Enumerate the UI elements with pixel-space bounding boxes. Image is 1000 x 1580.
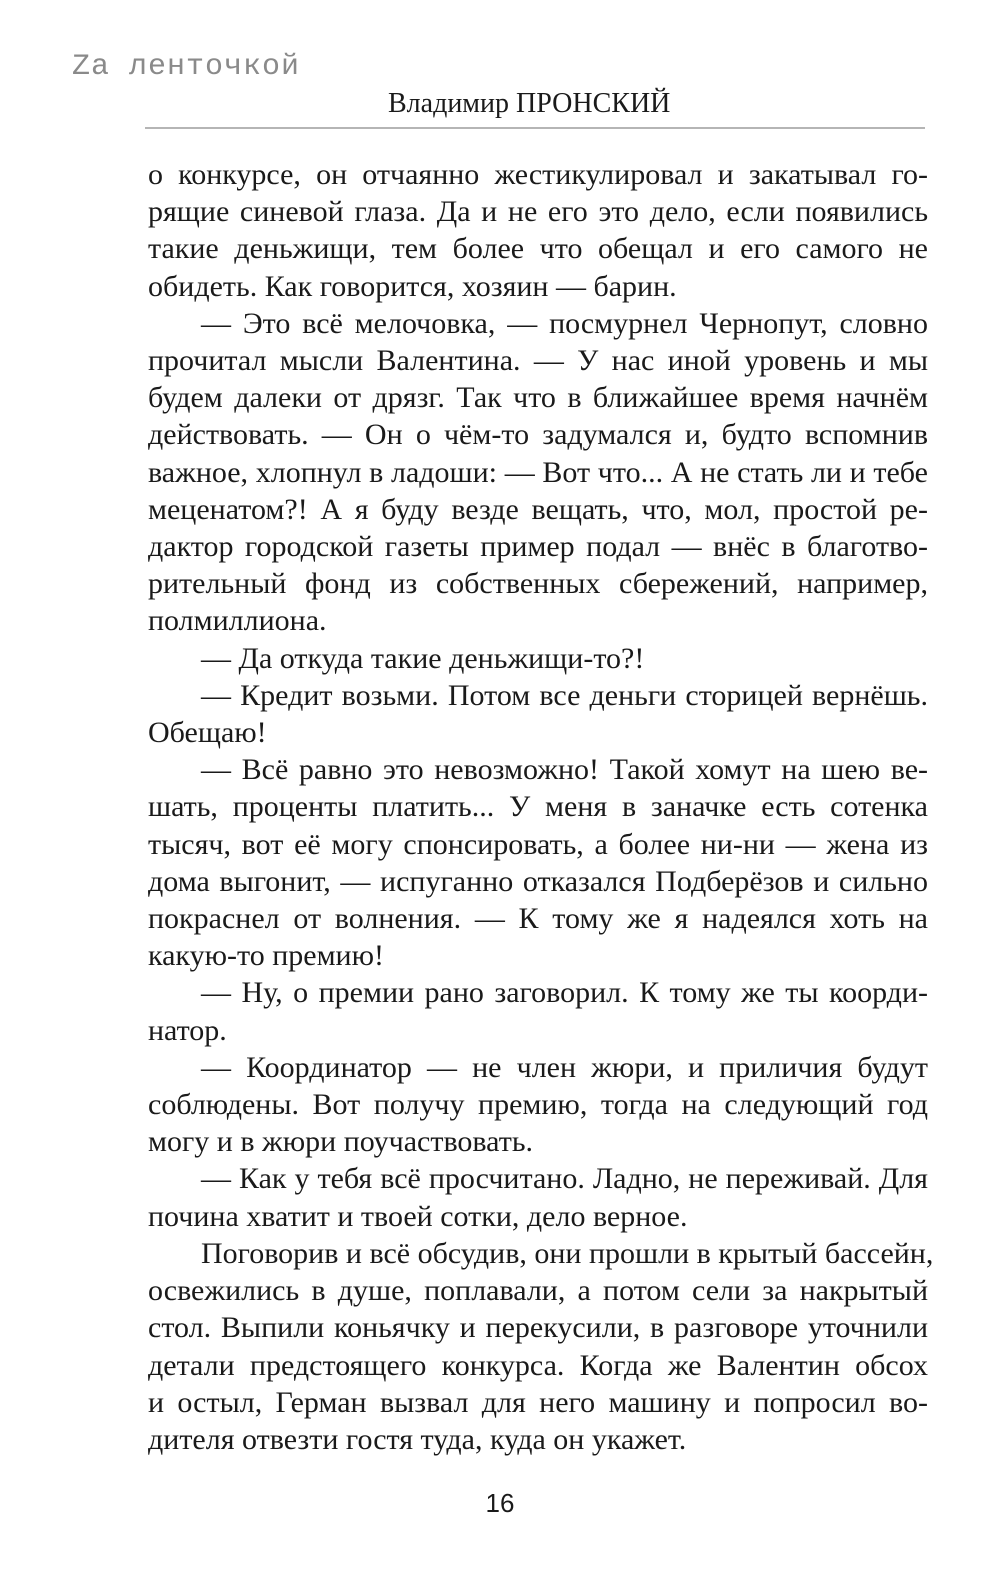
text-line: покраснел от волнения. — К тому же я надеялся хоть на: [148, 902, 928, 936]
text-line: полмиллиона.: [148, 604, 327, 638]
text-line: — Это всё мелочовка, — посмурнел Чернопут, словно: [201, 306, 928, 340]
text-line: тысяч, вот её могу спонсировать, а более ни-ни — жена из: [148, 827, 928, 861]
text-line: действовать. — Он о чём-то задумался и, будто вспомнив: [148, 418, 928, 452]
text-line: — Ну, о премии рано заговорил. К тому же ты коорди-: [201, 976, 928, 1010]
text-line: — Как у тебя всё просчитано. Ладно, не переживай. Для: [201, 1162, 928, 1196]
text-line: Поговорив и всё обсудив, они прошли в крытый бассейн,: [201, 1236, 934, 1270]
text-line: меценатом?! А я буду везде вещать, что, мол, простой ре-: [148, 492, 928, 526]
text-line: стол. Выпили коньячку и перекусили, в разговоре уточнили: [148, 1311, 928, 1345]
text-line: детали предстоящего конкурса. Когда же Валентин обсох: [148, 1348, 928, 1382]
text-line: — Кредит возьми. Потом все деньги сторицей вернёшь.: [201, 678, 928, 712]
text-line: могу и в жюри поучаствовать.: [148, 1125, 534, 1159]
text-line: дактор городской газеты пример подал — внёс в благотво-: [148, 530, 928, 564]
text-line: дома выгонит, — испуганно отказался Подберёзов и сильно: [148, 864, 928, 898]
text-line: — Всё равно это невозможно! Такой хомут на шею ве-: [201, 753, 928, 787]
text-line: освежились в душе, поплавали, а потом сели за накрытый: [148, 1274, 928, 1308]
text-line: рящие синевой глаза. Да и не его это дело, если появились: [148, 195, 928, 229]
text-line: соблюдены. Вот получу премию, тогда на следующий год: [148, 1088, 928, 1122]
text-line: почина хватит и твоей сотки, дело верное.: [148, 1199, 688, 1233]
body-text: [148, 156, 934, 1458]
series-title: Zа ленточкой: [72, 50, 301, 84]
text-line: о конкурсе, он отчаянно жестикулировал и закатывал го-: [148, 158, 928, 191]
text-line: будем далеки от дрязг. Так что в ближайшее время начнём: [148, 381, 928, 415]
text-line: рительный фонд из собственных сбережений, например,: [148, 567, 928, 601]
text-line: — Да откуда такие деньжищи-то?!: [201, 641, 645, 675]
text-line: какую-то премию!: [148, 939, 385, 973]
text-line: и остыл, Герман вызвал для него машину и попросил во-: [148, 1385, 928, 1419]
text-line: обидеть. Как говорится, хозяин — барин.: [148, 269, 677, 303]
text-line: важное, хлопнул в ладоши: — Вот что... А не стать ли и тебе: [148, 455, 928, 489]
text-line: такие деньжищи, тем более что обещал и его самого не: [148, 232, 928, 266]
text-line: прочитал мысли Валентина. — У нас иной уровень и мы: [148, 344, 928, 378]
page-number: 16: [485, 1488, 515, 1518]
text-line: — Координатор — не член жюри, и приличия будут: [201, 1050, 928, 1084]
text-line: шать, проценты платить... У меня в заначке есть сотенка: [148, 790, 928, 824]
text-line: Обещаю!: [148, 716, 267, 750]
text-line: натор.: [148, 1013, 227, 1047]
author-name: Владимир ПРОНСКИЙ: [388, 88, 671, 119]
text-line: дителя отвезти гостя туда, куда он укажет.: [148, 1422, 687, 1456]
header-rule: [145, 127, 925, 129]
